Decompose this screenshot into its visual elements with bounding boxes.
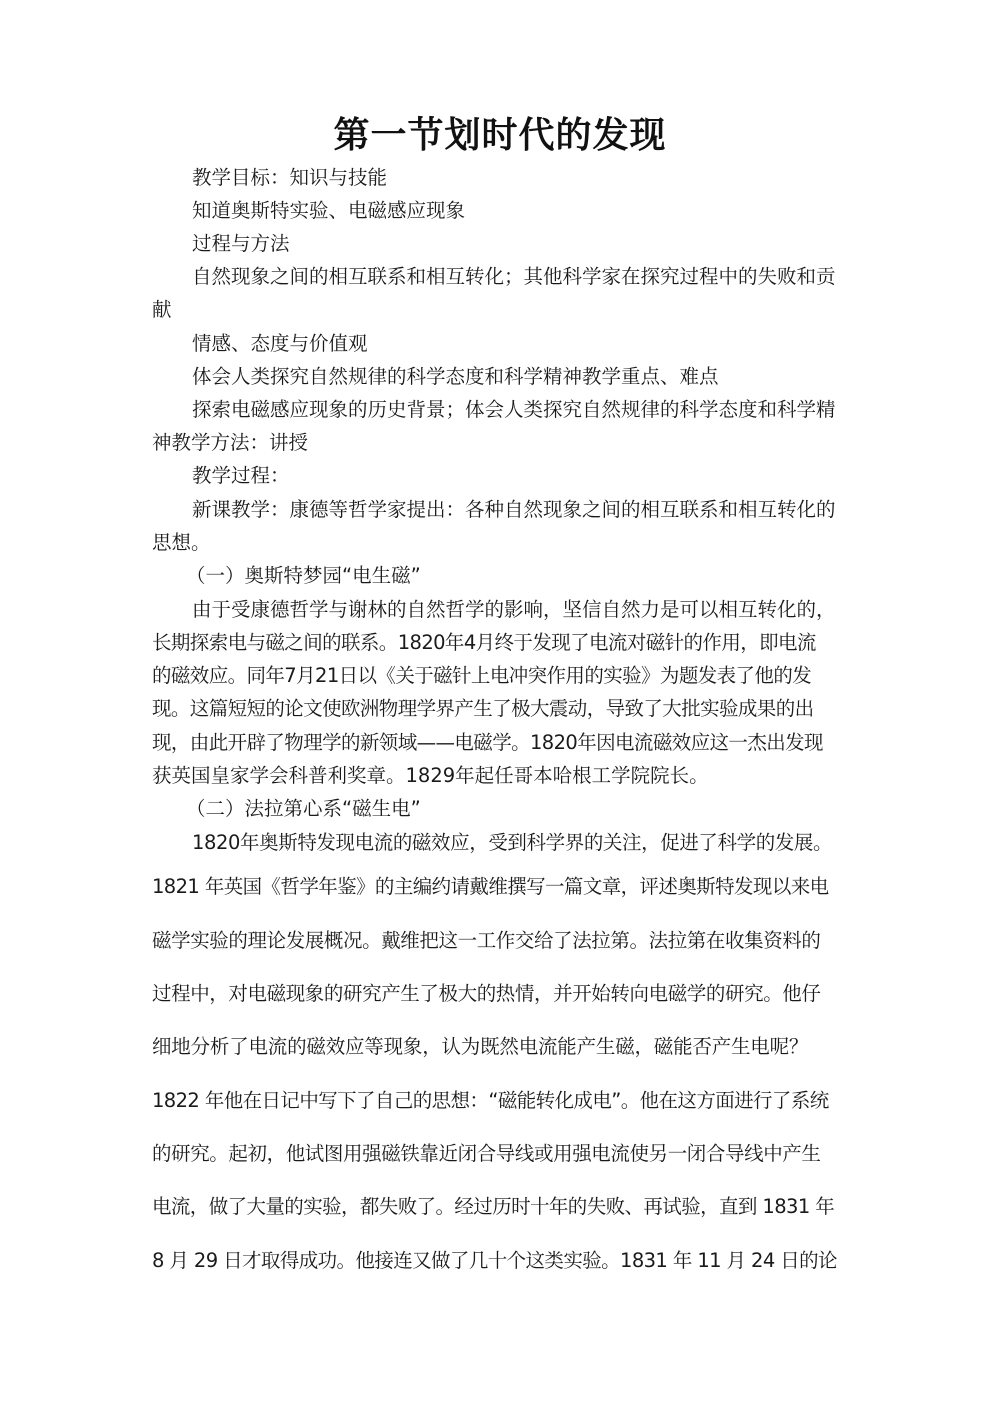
text-line: 自然现象之间的相互联系和相互转化；其他科学家在探究过程中的失败和贡 (192, 265, 836, 288)
section-heading-2: （二）法拉第心系“磁生电” (186, 797, 421, 820)
text-line: 体会人类探究自然规律的科学态度和科学精神教学重点、难点 (192, 365, 719, 388)
text-line: 现，由此开辟了物理学的新领域——电磁学。1820年因电流磁效应这一杰出发现 (152, 731, 823, 754)
text-line: 细地分析了电流的磁效应等现象，认为既然电流能产生磁，磁能否产生电呢？ (152, 1035, 809, 1058)
text-line-values: 情感、态度与价值观 (192, 332, 368, 355)
text-line: 由于受康德哲学与谢林的自然哲学的影响，坚信自然力是可以相互转化的， (192, 598, 836, 621)
text-line: 电流，做了大量的实验，都失败了。经过历时十年的失败、再试验，直到 1831 年 (152, 1195, 835, 1218)
text-line: 磁学实验的理论发展概况。戴维把这一工作交给了法拉第。法拉第在收集资料的 (152, 929, 821, 952)
text-line-process-method: 过程与方法 (192, 232, 290, 255)
text-line: 神教学方法：讲授 (152, 431, 309, 454)
text-line: 现。这篇短短的论文使欧洲物理学界产生了极大震动，导致了大批实验成果的出 (152, 697, 814, 720)
text-line: 过程中，对电磁现象的研究产生了极大的热情，并开始转向电磁学的研究。他仔 (152, 982, 821, 1005)
page-title: 第一节划时代的发现 (333, 115, 667, 156)
text-line-teaching-goal: 教学目标：知识与技能 (192, 166, 388, 189)
text-line: 献 (152, 298, 172, 321)
text-line-teaching-process: 教学过程： (192, 464, 290, 487)
text-line: 的磁效应。同年7月21日以《关于磁针上电冲突作用的实验》为题发表了他的发 (152, 664, 812, 687)
text-line: 获英国皇家学会科普利奖章。1829年起任哥本哈根工学院院长。 (152, 764, 709, 787)
text-line: 长期探索电与磁之间的联系。1820年4月终于发现了电流对磁针的作用，即电流 (152, 631, 816, 654)
text-line: 探索电磁感应现象的历史背景；体会人类探究自然规律的科学态度和科学精 (192, 398, 836, 421)
text-line: 1821 年英国《哲学年鉴》的主编约请戴维撰写一篇文章，评述奥斯特发现以来电 (152, 875, 829, 898)
text-line: 新课教学：康德等哲学家提出：各种自然现象之间的相互联系和相互转化的 (192, 498, 836, 521)
text-line: 知道奥斯特实验、电磁感应现象 (192, 199, 466, 222)
text-line: 1820年奥斯特发现电流的磁效应，受到科学界的关注，促进了科学的发展。 (192, 831, 833, 854)
text-line: 8 月 29 日才取得成功。他接连又做了几十个这类实验。1831 年 11 月 24 日的论 (152, 1249, 837, 1272)
text-line: 思想。 (152, 531, 211, 554)
section-heading-1: （一）奥斯特梦园“电生磁” (186, 564, 421, 587)
text-line: 1822 年他在日记中写下了自己的思想：“磁能转化成电”。他在这方面进行了系统 (152, 1089, 829, 1112)
text-line: 的研究。起初，他试图用强磁铁靠近闭合导线或用强电流使另一闭合导线中产生 (152, 1142, 821, 1165)
